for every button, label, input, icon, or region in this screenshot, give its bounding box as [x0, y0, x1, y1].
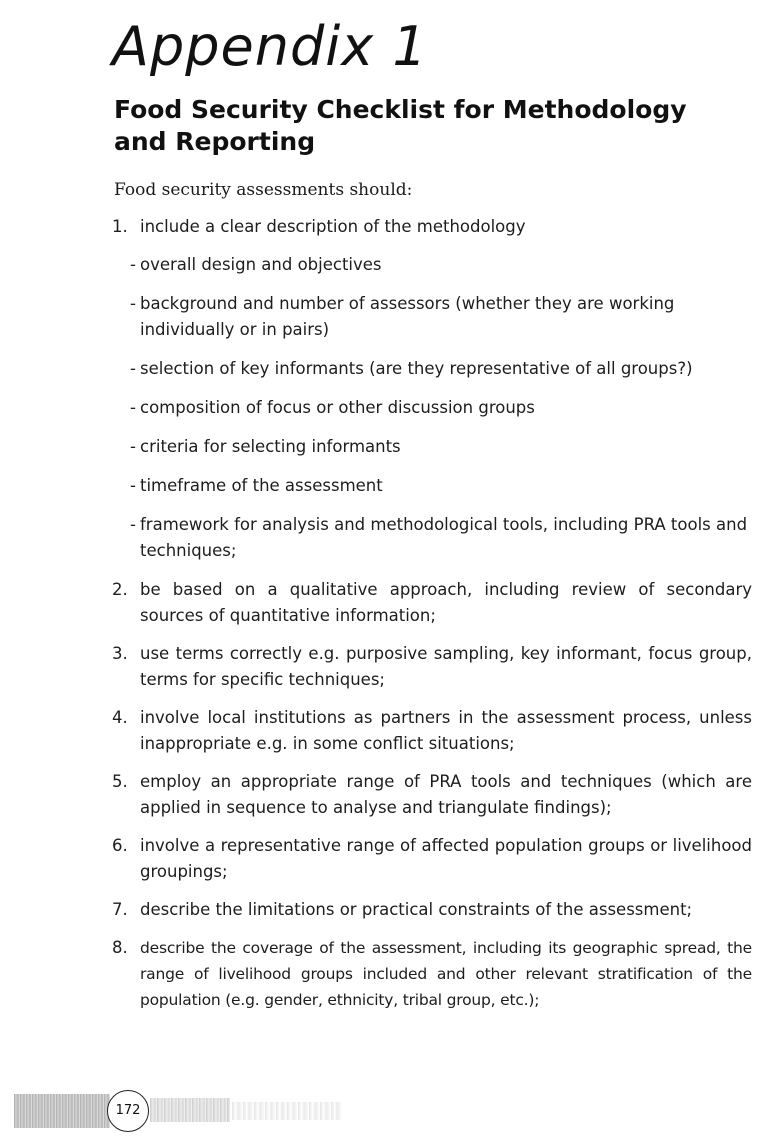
- sub-item-text: framework for analysis and methodological tools, including PRA tools and techniques;: [140, 515, 748, 560]
- checklist-item-4: [112, 705, 752, 757]
- dash-bullet: -: [130, 398, 136, 417]
- checklist-heading: Food Security Checklist for Methodology and Reporting: [114, 95, 687, 156]
- sub-item: [130, 512, 752, 564]
- checklist-item-8: [112, 935, 752, 1013]
- page-number: 172: [107, 1090, 149, 1132]
- item-text: use terms correctly e.g. purposive sampling, key informant, focus group, terms for specific techniques;: [140, 644, 752, 689]
- dash-bullet: -: [130, 255, 136, 274]
- sub-item: [130, 434, 752, 460]
- dash-bullet: -: [130, 515, 136, 534]
- intro-text: Food security assessments should:: [114, 180, 413, 200]
- methodology-sublist: [130, 252, 752, 564]
- item-text: involve local institutions as partners in the assessment process, unless inappropriate e.g. in some conflict situations;: [140, 708, 752, 753]
- footer-decoration: [14, 1094, 110, 1128]
- appendix-title: Appendix 1: [112, 15, 428, 78]
- checklist: [112, 214, 752, 1025]
- item-text: describe the coverage of the assessment, including its geographic spread, the range of livelihood groups included and other relevant stratification of the population (e.g. gender, ethnicity, tribal group, etc.);: [140, 939, 752, 1009]
- sub-item-text: overall design and objectives: [140, 255, 382, 274]
- item-number: 8.: [112, 938, 128, 957]
- sub-item-text: criteria for selecting informants: [140, 437, 401, 456]
- sub-item-text: selection of key informants (are they representative of all groups?): [140, 359, 693, 378]
- item-number: 3.: [112, 644, 128, 663]
- page-footer: [0, 1082, 780, 1146]
- item-number: 4.: [112, 708, 128, 727]
- sub-item: [130, 291, 752, 343]
- item-text: describe the limitations or practical constraints of the assessment;: [140, 900, 693, 919]
- footer-decoration: [150, 1098, 230, 1122]
- checklist-item-3: [112, 641, 752, 693]
- sub-item-text: timeframe of the assessment: [140, 476, 383, 495]
- dash-bullet: -: [130, 294, 136, 313]
- checklist-item-1: [112, 214, 752, 564]
- sub-item: [130, 473, 752, 499]
- checklist-item-6: [112, 833, 752, 885]
- item-text: involve a representative range of affected population groups or livelihood groupings;: [140, 836, 752, 881]
- item-number: 7.: [112, 900, 128, 919]
- dash-bullet: -: [130, 437, 136, 456]
- item-number: 6.: [112, 836, 128, 855]
- sub-item-text: background and number of assessors (whether they are working individually or in pairs): [140, 294, 675, 339]
- footer-decoration: [232, 1102, 342, 1120]
- sub-item: [130, 356, 752, 382]
- sub-item: [130, 395, 752, 421]
- item-text: include a clear description of the methodology: [140, 217, 526, 236]
- dash-bullet: -: [130, 359, 136, 378]
- item-text: be based on a qualitative approach, including review of secondary sources of quantitative information;: [140, 580, 752, 625]
- sub-item-text: composition of focus or other discussion groups: [140, 398, 535, 417]
- checklist-item-7: [112, 897, 752, 923]
- sub-item: [130, 252, 752, 278]
- checklist-item-5: [112, 769, 752, 821]
- item-number: 2.: [112, 580, 128, 599]
- item-text: employ an appropriate range of PRA tools and techniques (which are applied in sequence to analyse and triangulate findings);: [140, 772, 752, 817]
- item-number: 1.: [112, 217, 128, 236]
- item-number: 5.: [112, 772, 128, 791]
- dash-bullet: -: [130, 476, 136, 495]
- checklist-item-2: [112, 577, 752, 629]
